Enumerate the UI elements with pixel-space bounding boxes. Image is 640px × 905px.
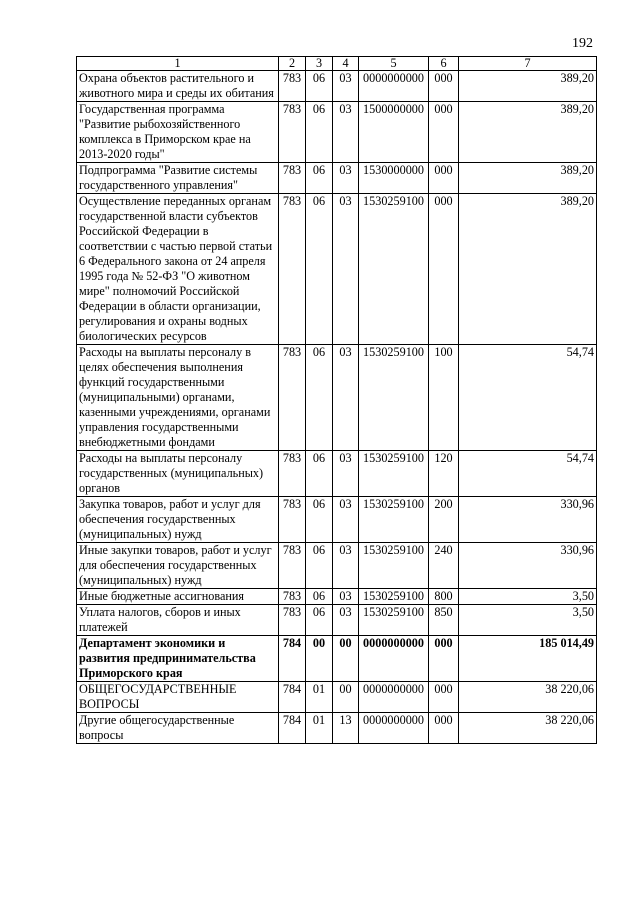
row-csr: 1530000000	[359, 163, 429, 194]
table-row	[77, 345, 597, 451]
table-row	[77, 451, 597, 497]
row-vr: 000	[429, 102, 459, 163]
row-rz: 06	[306, 71, 333, 102]
row-amount: 389,20	[459, 163, 597, 194]
row-vr: 240	[429, 543, 459, 589]
row-rz: 06	[306, 194, 333, 345]
table-row	[77, 543, 597, 589]
row-pr: 03	[333, 543, 359, 589]
row-amount: 38 220,06	[459, 713, 597, 744]
row-vr: 000	[429, 713, 459, 744]
row-name: Департамент экономики и развития предпринимательства Приморского края	[77, 636, 279, 682]
row-csr: 0000000000	[359, 636, 429, 682]
row-csr: 1530259100	[359, 605, 429, 636]
row-csr: 1530259100	[359, 194, 429, 345]
row-name: Охрана объектов растительного и животного мира и среды их обитания	[77, 71, 279, 102]
row-ved: 783	[279, 589, 306, 605]
row-name: Государственная программа "Развитие рыбохозяйственного комплекса в Приморском крае на 2013-2020 годы"	[77, 102, 279, 163]
row-rz: 01	[306, 713, 333, 744]
row-pr: 03	[333, 605, 359, 636]
row-vr: 120	[429, 451, 459, 497]
row-rz: 06	[306, 345, 333, 451]
row-pr: 03	[333, 497, 359, 543]
row-pr: 03	[333, 345, 359, 451]
row-ved: 783	[279, 451, 306, 497]
row-rz: 06	[306, 102, 333, 163]
row-name: Иные закупки товаров, работ и услуг для обеспечения государственных (муниципальных) нужд	[77, 543, 279, 589]
table-row	[77, 605, 597, 636]
row-name: Уплата налогов, сборов и иных платежей	[77, 605, 279, 636]
budget-table	[76, 56, 597, 744]
row-ved: 784	[279, 682, 306, 713]
row-name: Расходы на выплаты персоналу в целях обеспечения выполнения функций государственными (муниципальными) органами, казенными учреждениями, органами управления государственными внебюджетными фондами	[77, 345, 279, 451]
row-vr: 000	[429, 71, 459, 102]
row-amount: 389,20	[459, 194, 597, 345]
row-pr: 00	[333, 682, 359, 713]
table-row	[77, 636, 597, 682]
row-amount: 54,74	[459, 345, 597, 451]
col-header-3: 3	[306, 57, 333, 71]
row-csr: 0000000000	[359, 713, 429, 744]
row-rz: 06	[306, 543, 333, 589]
row-rz: 06	[306, 589, 333, 605]
row-name: Осуществление переданных органам государственной власти субъектов Российской Федерации в соответствии с частью первой статьи 6 Федерального закона от 24 апреля 1995 года № 52-ФЗ "О животном мире" полномочий Российской Федерации в области организации, регулирования и охраны водных биологических ресурсов	[77, 194, 279, 345]
row-ved: 784	[279, 713, 306, 744]
row-csr: 1530259100	[359, 589, 429, 605]
row-amount: 38 220,06	[459, 682, 597, 713]
row-ved: 783	[279, 345, 306, 451]
row-vr: 200	[429, 497, 459, 543]
row-ved: 783	[279, 163, 306, 194]
col-header-7: 7	[459, 57, 597, 71]
row-amount: 330,96	[459, 543, 597, 589]
row-csr: 1530259100	[359, 345, 429, 451]
row-csr: 1500000000	[359, 102, 429, 163]
row-pr: 03	[333, 71, 359, 102]
row-pr: 03	[333, 102, 359, 163]
table-row	[77, 713, 597, 744]
table-row	[77, 682, 597, 713]
row-csr: 0000000000	[359, 71, 429, 102]
row-pr: 03	[333, 589, 359, 605]
row-vr: 800	[429, 589, 459, 605]
row-rz: 00	[306, 636, 333, 682]
row-ved: 783	[279, 102, 306, 163]
row-amount: 185 014,49	[459, 636, 597, 682]
row-csr: 1530259100	[359, 451, 429, 497]
row-rz: 06	[306, 605, 333, 636]
row-amount: 389,20	[459, 71, 597, 102]
row-amount: 54,74	[459, 451, 597, 497]
row-csr: 1530259100	[359, 543, 429, 589]
page-number: 192	[572, 36, 593, 51]
row-pr: 03	[333, 194, 359, 345]
row-vr: 000	[429, 163, 459, 194]
table-row	[77, 497, 597, 543]
row-ved: 783	[279, 497, 306, 543]
table-row	[77, 163, 597, 194]
col-header-2: 2	[279, 57, 306, 71]
row-name: Иные бюджетные ассигнования	[77, 589, 279, 605]
row-rz: 06	[306, 451, 333, 497]
row-rz: 01	[306, 682, 333, 713]
header-row	[77, 57, 597, 71]
row-amount: 3,50	[459, 589, 597, 605]
row-csr: 0000000000	[359, 682, 429, 713]
row-ved: 784	[279, 636, 306, 682]
row-ved: 783	[279, 194, 306, 345]
row-ved: 783	[279, 605, 306, 636]
row-vr: 000	[429, 194, 459, 345]
row-pr: 03	[333, 451, 359, 497]
row-name: ОБЩЕГОСУДАРСТВЕННЫЕ ВОПРОСЫ	[77, 682, 279, 713]
table-row	[77, 589, 597, 605]
table-row	[77, 102, 597, 163]
row-vr: 850	[429, 605, 459, 636]
row-vr: 000	[429, 682, 459, 713]
col-header-1: 1	[77, 57, 279, 71]
row-ved: 783	[279, 71, 306, 102]
row-vr: 000	[429, 636, 459, 682]
row-vr: 100	[429, 345, 459, 451]
row-amount: 330,96	[459, 497, 597, 543]
row-pr: 13	[333, 713, 359, 744]
row-rz: 06	[306, 163, 333, 194]
table-row	[77, 71, 597, 102]
row-name: Расходы на выплаты персоналу государственных (муниципальных) органов	[77, 451, 279, 497]
col-header-6: 6	[429, 57, 459, 71]
table-row	[77, 194, 597, 345]
row-name: Подпрограмма "Развитие системы государственного управления"	[77, 163, 279, 194]
row-pr: 00	[333, 636, 359, 682]
row-name: Другие общегосударственные вопросы	[77, 713, 279, 744]
row-name: Закупка товаров, работ и услуг для обеспечения государственных (муниципальных) нужд	[77, 497, 279, 543]
row-pr: 03	[333, 163, 359, 194]
row-csr: 1530259100	[359, 497, 429, 543]
row-amount: 3,50	[459, 605, 597, 636]
row-rz: 06	[306, 497, 333, 543]
row-ved: 783	[279, 543, 306, 589]
row-amount: 389,20	[459, 102, 597, 163]
col-header-5: 5	[359, 57, 429, 71]
col-header-4: 4	[333, 57, 359, 71]
